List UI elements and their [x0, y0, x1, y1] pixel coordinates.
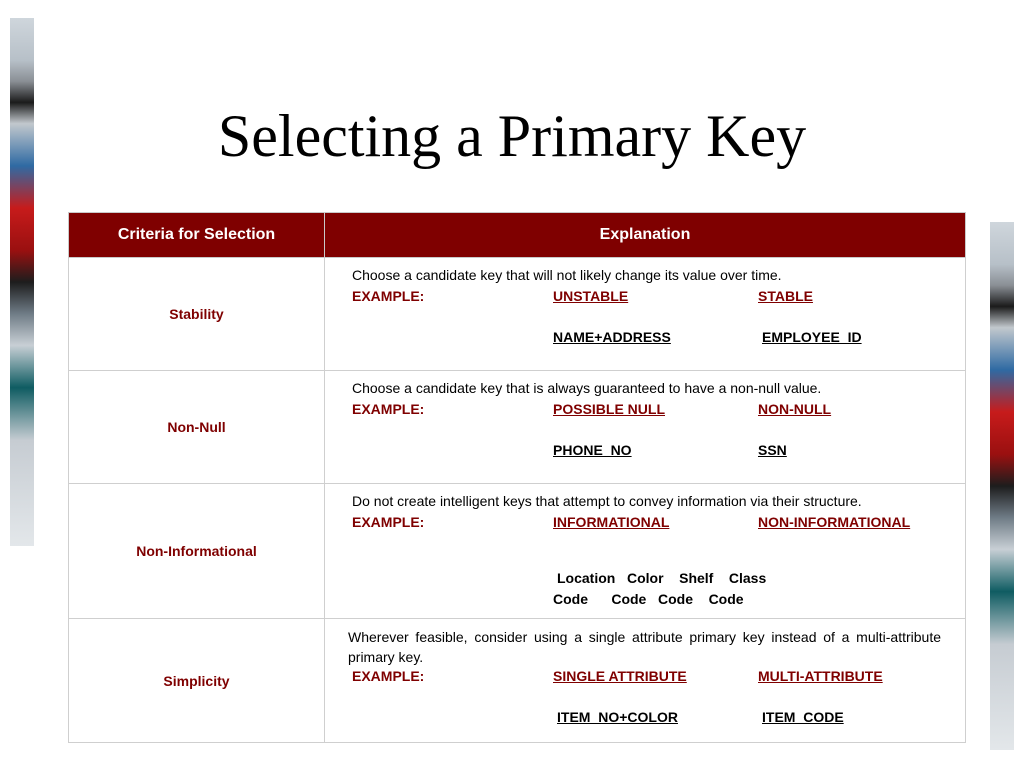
- header-explanation: Explanation: [325, 213, 966, 258]
- header-criteria: Criteria for Selection: [69, 213, 325, 258]
- criterion-cell: Non-Informational: [69, 484, 325, 619]
- example-col2-header: NON-NULL: [758, 401, 832, 417]
- criterion-cell: Simplicity: [69, 619, 325, 743]
- example-value-line1: Location Color Shelf Class: [557, 570, 767, 586]
- table-row: [69, 258, 966, 371]
- slide-title: Selecting a Primary Key: [217, 103, 807, 169]
- example-label: EXAMPLE:: [352, 401, 425, 417]
- explanation-cell: [325, 258, 966, 371]
- table-row: [69, 371, 966, 484]
- table-row: [69, 619, 966, 743]
- example-label: EXAMPLE:: [352, 288, 425, 304]
- example-col1-header: SINGLE ATTRIBUTE: [553, 668, 687, 684]
- decorative-strip-left: [10, 18, 34, 546]
- example-col1-value: ITEM_NO+COLOR: [557, 709, 678, 725]
- example-col1-header: POSSIBLE NULL: [553, 401, 666, 417]
- description: Choose a candidate key that is always guaranteed to have a non-null value.: [352, 380, 822, 396]
- decorative-strip-right: [990, 222, 1014, 750]
- example-col1-value: PHONE_NO: [553, 442, 632, 458]
- example-col2-value: ITEM_CODE: [762, 709, 844, 725]
- criterion-cell: Non-Null: [69, 371, 325, 484]
- example-col2-value: SSN: [758, 442, 787, 458]
- example-value-line2: Code Code Code Code: [553, 591, 744, 607]
- description: Choose a candidate key that will not likely change its value over time.: [352, 267, 782, 283]
- example-col2-header: STABLE: [758, 288, 813, 304]
- example-col2-header: NON-INFORMATIONAL: [758, 514, 911, 530]
- criteria-table: [68, 212, 966, 743]
- example-col2-header: MULTI-ATTRIBUTE: [758, 668, 883, 684]
- explanation-cell: [325, 484, 966, 619]
- example-col1-header: UNSTABLE: [553, 288, 629, 304]
- example-label: EXAMPLE:: [352, 514, 425, 530]
- description: Do not create intelligent keys that attempt to convey information via their structure.: [352, 493, 862, 509]
- example-col2-value: EMPLOYEE_ID: [762, 329, 862, 345]
- table-header-row: [69, 213, 966, 258]
- example-col1-value: NAME+ADDRESS: [553, 329, 671, 345]
- explanation-cell: [325, 619, 966, 743]
- criterion-cell: Stability: [69, 258, 325, 371]
- example-col1-header: INFORMATIONAL: [553, 514, 670, 530]
- table-row: [69, 484, 966, 619]
- description: Wherever feasible, consider using a single attribute primary key instead of a multi-attribute primary key.: [348, 629, 941, 665]
- example-label: EXAMPLE:: [352, 668, 425, 684]
- explanation-cell: [325, 371, 966, 484]
